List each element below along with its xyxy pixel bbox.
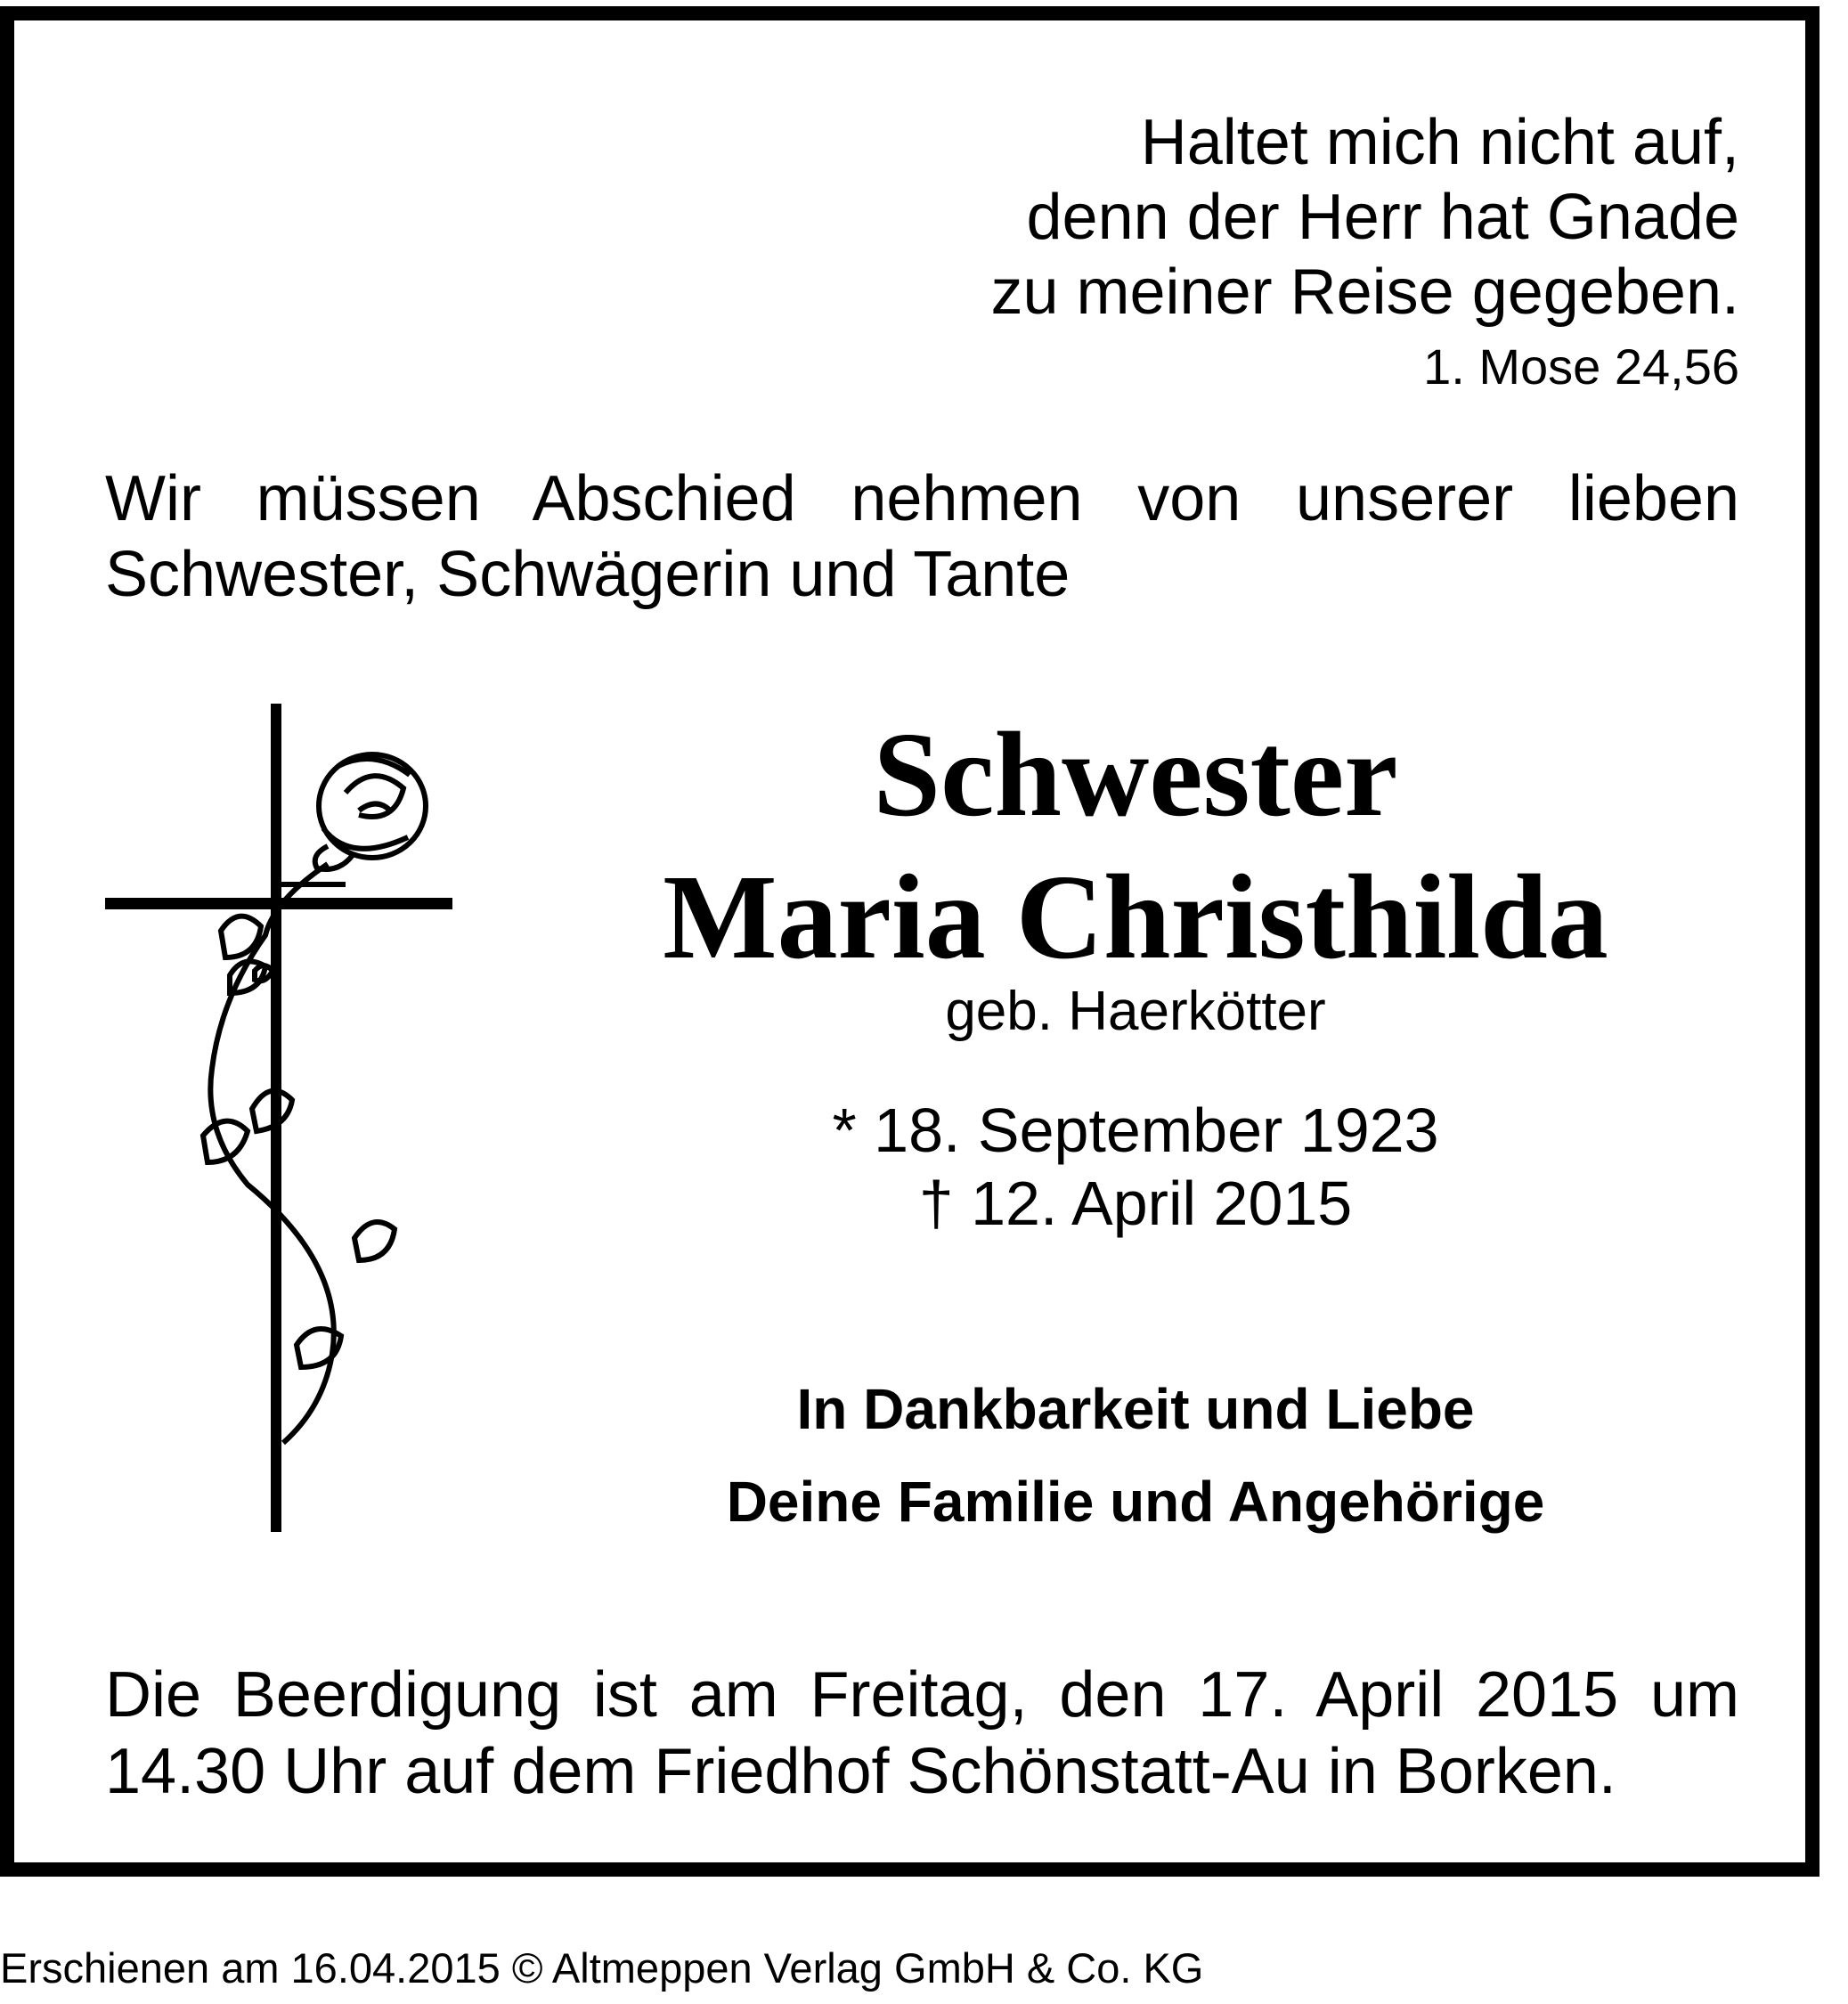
bible-quote <box>671 105 1739 404</box>
publication-footer: Erschienen am 16.04.2015 © Altmeppen Verlag GmbH & Co. KG <box>0 1944 1204 1992</box>
birth-date: * 18. September 1923 <box>832 1096 1439 1165</box>
closing-signature <box>570 1363 1701 1548</box>
deceased-name-block <box>570 704 1701 989</box>
cross-with-rose-icon <box>105 704 461 1532</box>
closing-line-2: Deine Familie und Angehörige <box>726 1470 1545 1534</box>
deceased-title: Schwester <box>873 708 1398 842</box>
deceased-name: Maria Christhilda <box>663 851 1608 984</box>
birth-name: geb. Haerkötter <box>945 981 1326 1042</box>
funeral-details: Die Beerdigung ist am Freitag, den 17. April 2015 um 14.30 Uhr auf dem Friedhof Schönstatt-Au in Borken. <box>105 1659 1739 1807</box>
closing-line-1: In Dankbarkeit und Liebe <box>796 1377 1475 1441</box>
quote-line-1: Haltet mich nicht auf, <box>1140 107 1739 178</box>
intro-text: Wir müssen Abschied nehmen von unserer lieben Schwester, Schwägerin und Tante <box>105 463 1739 610</box>
quote-reference: 1. Mose 24,56 <box>1423 338 1739 395</box>
quote-line-3: zu meiner Reise gegeben. <box>990 257 1739 328</box>
life-dates <box>570 1094 1701 1240</box>
quote-line-2: denn der Herr hat Gnade <box>1026 182 1739 253</box>
death-date: † 12. April 2015 <box>918 1169 1353 1238</box>
